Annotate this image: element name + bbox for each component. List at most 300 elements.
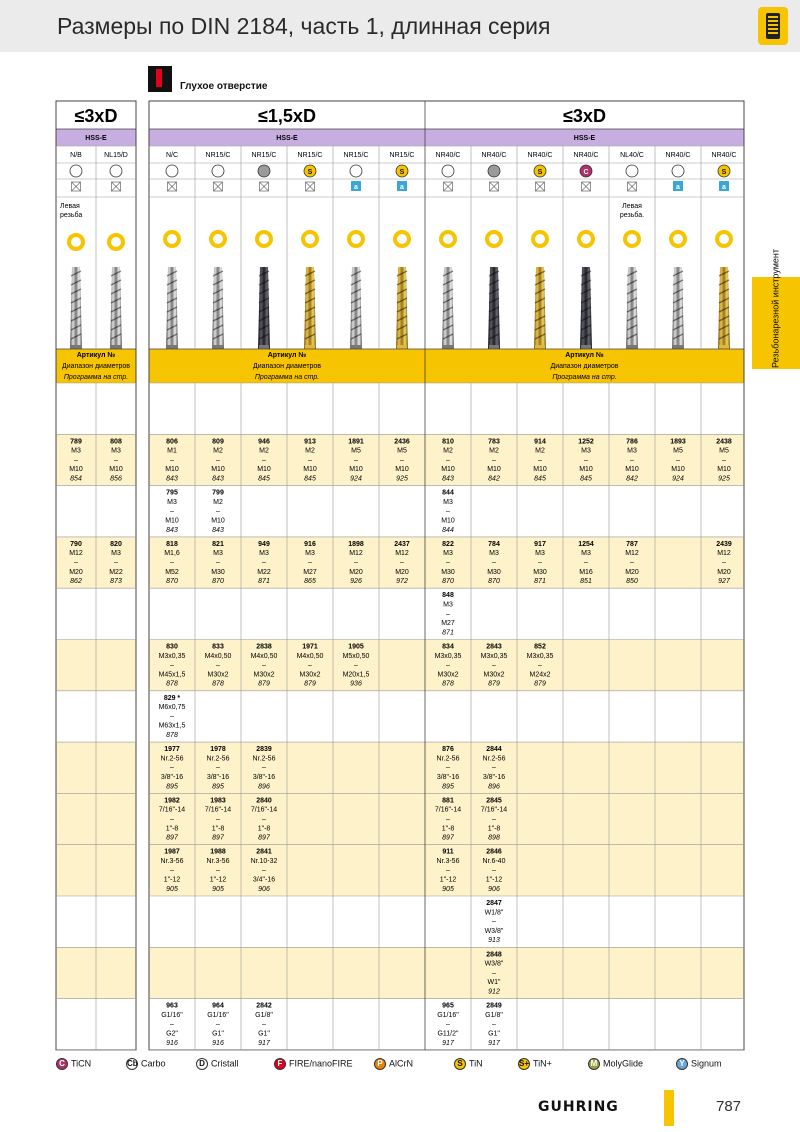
tap-type-label: NR15/C [343,152,369,159]
article-number: 946 [258,438,270,446]
article-number: 833 [212,643,224,651]
range-to: M10 [165,517,179,525]
tap-type-label: NR40/C [665,152,691,159]
catalog-page: 842 [488,475,500,483]
article-number: 1978 [210,746,226,754]
range-dash: – [492,969,496,977]
range-to: M45x1,5 [158,671,186,679]
catalog-page: 898 [488,834,500,842]
range-to: M30x2 [483,671,505,679]
range-to: M30 [211,568,225,576]
range-from: M3 [443,498,453,506]
tap-image [534,267,546,349]
range-dash: – [584,456,588,464]
range-to: M10 [69,466,83,474]
article-number: 2842 [256,1002,272,1010]
article-cell [441,592,455,636]
tap-type-label: NR15/C [389,152,415,159]
range-to: M10 [211,466,225,474]
thread-ring-icon [671,232,685,246]
range-to: M63x1,5 [158,722,186,730]
catalog-page: 916 [212,1039,224,1047]
article-number: 1254 [578,540,594,548]
article-number: 2845 [486,797,502,805]
range-to: M24x2 [529,671,551,679]
range-to: M10 [303,466,317,474]
catalog-page: 879 [258,680,270,688]
range-from: M12 [717,550,731,558]
range-to: M10 [441,466,455,474]
tap-image [626,267,638,349]
thread-ring-icon [303,232,317,246]
material-label: HSS-E [276,135,298,142]
catalog-page: 843 [442,475,454,483]
article-number: 818 [166,540,178,548]
range-from: G1/16" [161,1011,183,1019]
legend-label: Cristall [211,1058,239,1069]
range-from: M3 [167,498,177,506]
range-from: M3 [71,447,81,455]
article-number: 1988 [210,848,226,856]
article-label: Артикул № [267,352,307,359]
range-to: 1"-8 [441,825,455,833]
coating-legend [56,1058,756,1072]
range-dash: – [262,662,266,670]
range-to: G2" [166,1030,178,1038]
range-to: 1"-8 [257,825,271,833]
coating-icon: S [454,1058,466,1070]
catalog-page: 878 [442,680,454,688]
range-to: M20 [717,568,731,576]
tap-image [350,267,362,349]
range-to: M10 [211,517,225,525]
article-cell [485,900,504,944]
range-from: M5x0,50 [342,652,370,660]
range-to: M20 [625,568,639,576]
range-from: 7/16"-14 [434,806,462,814]
range-from: M3 [489,550,499,558]
catalog-page: 905 [166,885,178,893]
article-cell [255,1003,273,1047]
range-dash: – [74,456,78,464]
footer-accent-bar [664,1090,674,1126]
range-to: M22 [109,568,123,576]
legend-item [588,1058,643,1070]
catalog-page: 916 [166,1039,178,1047]
thread-ring-icon [109,235,123,249]
range-dash: – [492,816,496,823]
range-dash: – [492,764,496,772]
tap-type-label: NR40/C [435,152,461,159]
article-number: 844 [442,489,454,497]
thread-ring-icon [579,232,593,246]
range-dash: – [722,559,726,567]
range-from: Nr.3-56 [436,858,460,865]
tap-image [718,267,730,349]
range-to: M10 [109,466,123,474]
range-from: Nr.3-56 [206,858,230,865]
range-from: G1/8" [255,1011,273,1019]
range-to: M30 [487,568,501,576]
range-to: 3/8"-16 [436,774,460,781]
tap-type-label: NR15/C [205,152,231,159]
left-hand-label: резьба [60,212,83,219]
range-to: M52 [165,568,179,576]
range-dash: – [400,456,404,464]
range-from: M12 [69,550,83,558]
depth-label: ≤3xD [563,106,606,126]
range-to: W1" [487,979,501,987]
range-to: W3/8" [484,927,504,935]
article-label: Артикул № [565,352,604,359]
range-from: M4x0,50 [296,652,324,660]
range-to: 1"-8 [211,825,225,833]
legend-item [56,1058,91,1070]
range-dash: – [170,713,174,721]
range-from: M2 [213,447,223,455]
article-number: 1891 [348,438,364,446]
range-dash: – [538,559,542,567]
article-number: 848 [442,592,454,600]
article-number: 2436 [394,438,410,446]
range-from: Nr.2-56 [482,755,506,763]
range-dash: – [308,456,312,464]
article-number: 1971 [302,643,318,651]
article-number: 1898 [348,540,364,548]
article-number: 830 [166,643,178,651]
range-to: M20x1,5 [342,671,370,679]
article-number: 808 [110,438,122,446]
article-number: 2841 [256,848,272,856]
catalog-page: 879 [488,680,500,688]
range-dash: – [216,456,220,464]
legend-item [676,1058,722,1070]
left-hand-label: резьба. [619,212,645,219]
range-from: M3x0,35 [480,652,508,660]
range-to: G1" [488,1030,500,1038]
article-number: 786 [626,438,638,446]
article-number: 917 [534,540,546,548]
tap-image [488,267,500,349]
article-number: 1252 [578,438,594,446]
catalog-page: 843 [166,475,178,483]
range-dash: – [492,662,496,670]
range-dash: – [446,867,450,875]
range-dash: – [400,559,404,567]
range-from: M2 [213,498,223,506]
legend-label: AlCrN [389,1058,413,1069]
brand-logo: GUHRING [538,1099,619,1115]
range-dash: – [262,867,266,875]
range-from: G1/8" [485,1011,503,1019]
range-from: M5 [397,447,407,455]
catalog-page: 913 [488,937,500,945]
range-to: M20 [395,568,409,576]
range-dash: – [170,1021,174,1029]
range-to: 3/8"-16 [160,774,184,781]
steam-treated-icon [488,165,500,177]
catalog-page: 906 [488,885,500,893]
article-number: 784 [488,540,500,548]
catalog-page: 879 [304,680,316,688]
range-to: 3/8"-16 [206,774,230,781]
page-title: Размеры по DIN 2184, часть 1, длинная серия [57,13,551,39]
range-to: M30 [533,568,547,576]
page-number: 787 [716,1098,742,1115]
article-cell [437,1003,459,1047]
range-from: M2 [489,447,499,455]
article-number: 1977 [164,746,180,754]
article-number: 795 [166,489,178,497]
catalog-page: 936 [350,680,362,688]
range-from: M2 [535,447,545,455]
range-to: M10 [349,466,363,474]
coolant-symbol: a [722,184,726,191]
catalog-page: 917 [442,1039,454,1047]
range-dash: – [216,508,220,516]
legend-item [196,1058,239,1070]
range-to: M10 [533,466,547,474]
range-dash: – [492,1021,496,1029]
catalog-page: 895 [166,783,178,791]
range-to: M10 [487,466,501,474]
tap-image [304,267,316,349]
range-from: M2 [259,447,269,455]
legend-item [126,1058,166,1070]
article-number: 799 [212,489,224,497]
article-number: 1982 [164,797,180,805]
depth-label: ≤3xD [74,106,118,126]
catalog-page: 873 [110,578,122,586]
article-number: 2843 [486,643,502,651]
range-dash: – [262,764,266,772]
catalog-page: 865 [304,578,316,586]
article-number: 2838 [256,643,272,651]
article-number: 881 [442,797,454,805]
catalog-page: 851 [580,578,592,586]
range-from: M3 [213,550,223,558]
legend-item [518,1058,552,1070]
range-from: M2 [443,447,453,455]
catalog-page: 856 [110,475,122,483]
tap-type-label: N/C [165,152,179,159]
coolant-symbol: a [354,184,358,191]
range-to: M10 [579,466,593,474]
range-dash: – [170,559,174,567]
tap-image [70,267,82,349]
catalog-page: 897 [212,834,224,842]
article-number: 965 [442,1002,454,1010]
uncoated-icon [166,165,178,177]
uncoated-icon [70,165,82,177]
tap-type-label: NR40/C [527,152,553,159]
article-number: 789 [70,438,82,446]
thread-ring-icon [533,232,547,246]
article-number: 822 [442,540,454,548]
left-hand-label: Левая [60,203,80,210]
catalog-page: 926 [350,578,362,586]
coolant-symbol: a [400,184,404,191]
catalog-page: 925 [396,475,408,483]
range-dash: – [114,559,118,567]
legend-label: MolyGlide [603,1058,644,1069]
range-dash: – [216,1021,220,1029]
catalog-page: 845 [534,475,546,483]
catalog-page-label: Программа на стр. [254,374,320,381]
catalog-page: 924 [350,475,362,483]
article-number: 852 [534,643,546,651]
coating-icon: C [56,1058,68,1070]
article-number: 821 [212,540,224,548]
range-from: M1,6 [164,550,180,558]
catalog-page-label: Программа на стр. [552,374,617,381]
legend-item [374,1058,413,1070]
article-number: 1983 [210,797,226,805]
left-hand-label: Левая [622,203,642,210]
range-dash: – [216,816,220,823]
range-from: 7/16"-14 [204,806,232,814]
coating-icon: Y [676,1058,688,1070]
range-from: 7/16"-14 [250,806,278,814]
range-dash: – [538,662,542,670]
range-to: 1"-12 [209,876,227,884]
range-to: M20 [349,568,363,576]
coating-symbol: S [399,169,405,176]
range-dash: – [216,662,220,670]
thread-ring-icon [487,232,501,246]
range-to: M10 [625,466,639,474]
legend-label: Carbo [141,1058,166,1069]
range-to: M10 [717,466,731,474]
range-from: M3 [535,550,545,558]
range-from: M5 [719,447,729,455]
range-dash: – [722,456,726,464]
article-number: 1905 [348,643,364,651]
material-label: HSS-E [85,135,107,142]
range-from: M4x0,50 [204,652,232,660]
catalog-page: 843 [212,526,224,534]
range-to: M10 [441,517,455,525]
article-number: 834 [442,643,454,651]
article-number: 2439 [716,540,732,548]
range-from: M2 [305,447,315,455]
catalog-page: 843 [166,526,178,534]
range-dash: – [216,867,220,875]
range-dash: – [216,559,220,567]
range-to: G1" [258,1030,270,1038]
article-cell [161,1003,183,1047]
range-dash: – [630,559,634,567]
catalog-page: 871 [534,578,546,586]
article-number: 1893 [670,438,686,446]
tap-image [212,267,224,349]
tap-image [672,267,684,349]
range-to: M30 [441,568,455,576]
thread-ring-icon [165,232,179,246]
range-dash: – [308,662,312,670]
range-dash: – [308,559,312,567]
range-to: G11/2" [437,1030,459,1038]
range-to: G1" [212,1030,224,1038]
range-from: M5 [673,447,683,455]
range-from: M3 [581,550,591,558]
coating-icon: P [374,1058,386,1070]
range-to: 1"-12 [163,876,181,884]
range-from: M12 [349,550,363,558]
coating-icon: D [196,1058,208,1070]
range-from: Nr.2-56 [206,755,230,763]
tap-type-label: NL40/C [620,152,644,159]
catalog-page: 906 [258,885,270,893]
catalog-page: 897 [258,834,270,842]
legend-label: Signum [691,1058,722,1069]
coolant-symbol: a [676,184,680,191]
article-cell [441,490,455,534]
range-dash: – [262,816,266,823]
tap-type-label: NL15/D [104,152,128,159]
article-number: 914 [534,438,546,446]
tap-type-label: NR40/C [573,152,599,159]
range-dash: – [584,559,588,567]
catalog-page: 845 [258,475,270,483]
tap-image [110,267,122,349]
tap-type-label: NR15/C [251,152,277,159]
coating-icon: M [588,1058,600,1070]
catalog-page: 925 [718,475,730,483]
range-dash: – [446,662,450,670]
range-dash: – [170,456,174,464]
range-to: M10 [671,466,685,474]
legend-label: TiN+ [533,1058,552,1069]
range-dash: – [170,816,174,823]
range-from: M3x0,35 [158,652,186,660]
catalog-page: 854 [70,475,82,483]
range-from: M5 [351,447,361,455]
thread-ring-icon [441,232,455,246]
article-number: 949 [258,540,270,548]
range-dash: – [354,456,358,464]
catalog-page: 912 [488,988,500,996]
range-dash: – [446,764,450,772]
range-to: 3/8"-16 [482,774,506,781]
thread-ring-icon [69,235,83,249]
range-dash: – [216,764,220,772]
range-from: M3 [111,550,121,558]
article-number: 2848 [486,951,502,959]
range-to: M22 [257,568,271,576]
legend-label: TiCN [71,1058,92,1069]
article-number: 1987 [164,848,180,856]
catalog-page: 905 [212,885,224,893]
range-dash: – [354,559,358,567]
catalog-page: 927 [718,578,730,586]
catalog-page: 845 [304,475,316,483]
uncoated-icon [350,165,362,177]
steam-treated-icon [258,165,270,177]
range-dash: – [170,662,174,670]
range-to: M10 [165,466,179,474]
article-number: 790 [70,540,82,548]
uncoated-icon [110,165,122,177]
thread-ring-icon [625,232,639,246]
uncoated-icon [626,165,638,177]
range-dash: – [170,764,174,772]
tap-image [166,267,178,349]
range-to: 3/8"-16 [252,774,276,781]
catalog-page: 850 [626,578,638,586]
range-dash: – [630,456,634,464]
uncoated-icon [442,165,454,177]
